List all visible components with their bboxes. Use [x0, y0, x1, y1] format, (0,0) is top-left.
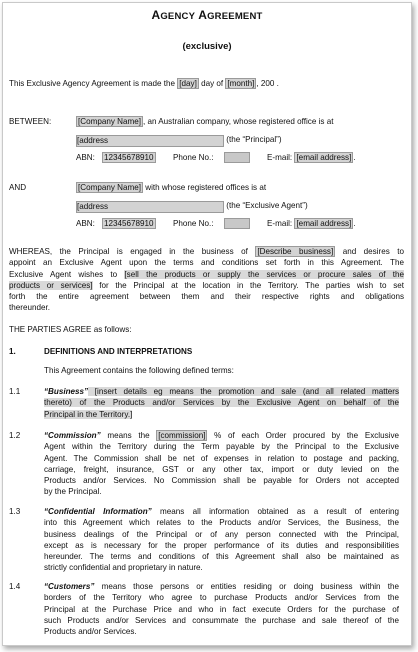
agent-abn-field[interactable]: 12345678910: [104, 219, 154, 228]
document-title: AGENCY AGREEMENT: [151, 8, 263, 22]
principal-address-field[interactable]: [address: [76, 135, 224, 147]
clause-1-1-text: “Business” [insert details eg means the promotion and sale (and all related matters thereto) of the Products and/or Services by the Exclusive Agent on behalf of the Principal in the Territory.]: [44, 387, 399, 419]
principal-email-line: E-mail: [email address] .: [267, 153, 356, 162]
day-field[interactable]: [day]: [179, 79, 197, 88]
intro-line: This Exclusive Agency Agreement is made the [day] day of [month] , 200 .: [9, 79, 279, 88]
between-label: BETWEEN:: [9, 117, 52, 126]
agent-phone-label: Phone No.:: [173, 219, 214, 228]
clause-1-4-number: 1.4: [9, 582, 21, 591]
principal-abn-field[interactable]: 12345678910: [104, 153, 154, 162]
principal-email-field[interactable]: [email address]: [296, 153, 352, 162]
document-page: [2, 2, 412, 646]
and-label: AND: [9, 183, 27, 192]
agent-address-line: [address (the “Exclusive Agent”): [77, 201, 308, 211]
agent-company-line: [Company Name] with whose registered offices is at: [78, 183, 267, 192]
clause-1-1-number: 1.1: [9, 387, 21, 396]
principal-company-field[interactable]: [Company Name]: [78, 117, 141, 126]
section-1-number: 1.: [9, 347, 16, 356]
agent-abn-label: ABN:: [76, 219, 95, 228]
document-subtitle: (exclusive): [182, 41, 232, 52]
parties-agree-line: THE PARTIES AGREE as follows:: [9, 325, 132, 334]
clause-1-2-text: “Commission” means the [commission] % of each Order procured by the Exclusive Agent within the Territory during the Term payable by the Principal to the Exclusive Agent. The Commission shall be net of expenses in relation to postage and packing, carriage, freight, insurance, GST or any other tax, import or duty levied on the Products and/or Services. No Commission shall be payable for Orders not accepted by the Principal.: [44, 431, 399, 497]
agent-email-line: E-mail: [email address] .: [267, 219, 356, 228]
agent-phone-field[interactable]: [224, 218, 250, 231]
clause-1-4-text: “Customers” means those persons or entities residing or doing business within the borders of the Territory who agree to purchase Products and/or Services from the Principal at the Purchase Price and who in fact execute Orders for the purchase of such Products and/or Services and consummate the purchase and sale thereof of the Products and/or Services.: [44, 582, 399, 637]
clause-1-3-number: 1.3: [9, 507, 21, 516]
clause-1-3-text: “Confidential Information” means all information obtained as a result of entering into this Agreement which relates to the Products and/or Services, the Business, the business dealings of the Principal or of any person connected with the Principal, except as is necessary for the proper performance of its duties and responsibilities hereunder. The terms and conditions of this Agreement shall also be maintained as strictly confidential and proprietary in nature.: [44, 507, 399, 573]
principal-phone-label: Phone No.:: [173, 153, 214, 162]
principal-phone-field[interactable]: [224, 152, 250, 165]
section-1-heading: DEFINITIONS AND INTERPRETATIONS: [44, 347, 193, 356]
services-field[interactable]: [sell the products or supply the services or procure sales of the: [124, 269, 405, 279]
principal-abn-label: ABN:: [76, 153, 95, 162]
month-field[interactable]: [month]: [227, 79, 255, 88]
agent-company-field[interactable]: [Company Name]: [78, 183, 141, 192]
agent-address-field[interactable]: [address: [76, 201, 224, 213]
business-field[interactable]: [Describe business]: [257, 247, 334, 256]
commission-field[interactable]: [commission]: [158, 431, 206, 440]
whereas-paragraph: WHEREAS, the Principal is engaged in the business of [Describe business] and desires to appoint an Exclusive Agent upon the terms and conditions set forth in this Agreement. The Exclusive Agent wishes to [sell the products or supply the services or procure sales of the products or services] for the Principal at the location in the Territory. The parties wish to set forth the entire agreement between them and their respective rights and obligations thereunder.: [9, 247, 405, 313]
section-1-intro: This Agreement contains the following defined terms:: [44, 366, 234, 375]
principal-address-line: [address (the “Principal”): [77, 135, 282, 145]
agent-email-field[interactable]: [email address]: [296, 219, 352, 228]
clause-1-2-number: 1.2: [9, 431, 21, 440]
principal-company-line: [Company Name] , an Australian company, whose registered office is at: [78, 117, 334, 126]
